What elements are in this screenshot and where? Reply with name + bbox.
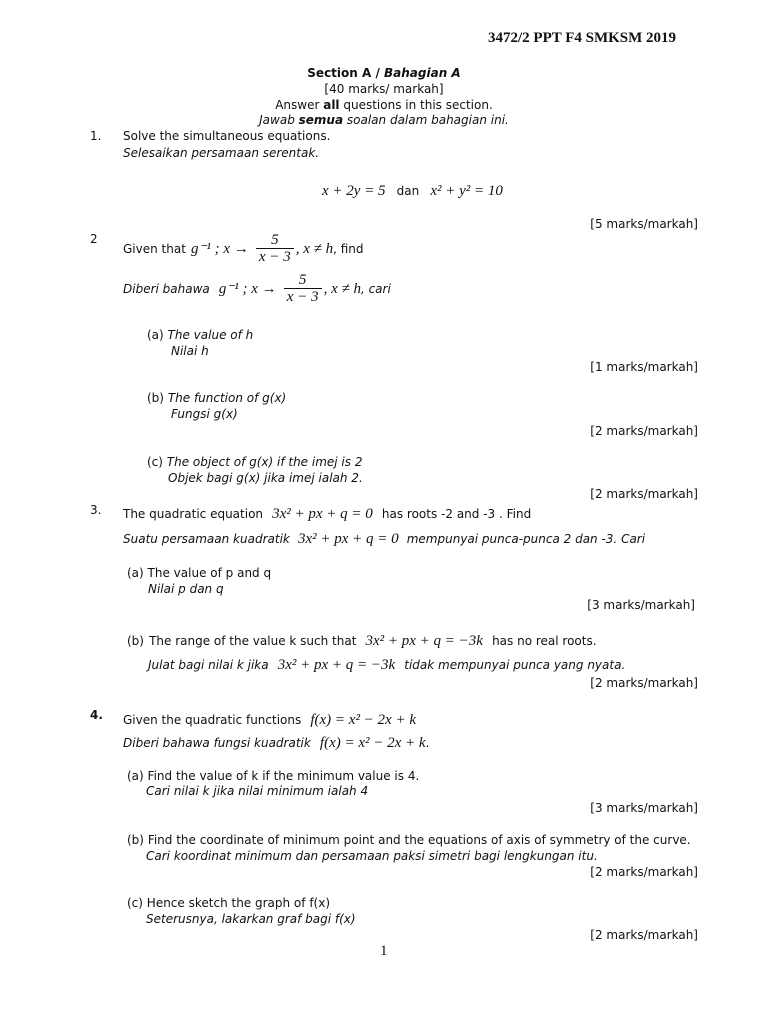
q3-text-ms: Suatu persamaan kuadratik 3x² + px + q = 0 mempunyai punca-punca 2 dan -3. Cari xyxy=(123,531,646,547)
q2b-ms: Fungsi g(x) xyxy=(171,407,238,421)
section-marks: [40 marks/ markah] xyxy=(324,82,444,96)
q2c: (c) The object of g(x) if the imej is 2 xyxy=(147,455,363,469)
q3a-marks: [3 marks/markah] xyxy=(587,598,695,612)
paper-code: 3472/2 PPT F4 SMKSM 2019 xyxy=(488,30,677,46)
q4a-ms: Cari nilai k jika nilai minimum ialah 4 xyxy=(146,784,369,798)
q4-text: Given the quadratic functions f(x) = x² − 2x + k xyxy=(123,712,416,728)
q4a-marks: [3 marks/markah] xyxy=(590,801,698,815)
q2-given-line: Given that g⁻¹ ; x → $\frac{5}{x - 3}$ , x ≠ h, find xyxy=(123,232,364,265)
q1-equations: x + 2y = 5 dan x² + y² = 10 xyxy=(322,183,503,199)
q4c-marks: [2 marks/markah] xyxy=(590,928,698,942)
q3b: (b) The range of the value k such that 3x² + px + q = −3k has no real roots. xyxy=(127,633,597,649)
page-number: 1 xyxy=(380,943,388,959)
q4-number: 4. xyxy=(90,708,103,722)
section-title: Section A / Bahagian A xyxy=(307,66,461,80)
q4b: (b) Find the coordinate of minimum point and the equations of axis of symmetry of the curve. xyxy=(127,833,691,847)
q2-number: 2 xyxy=(90,232,98,246)
q4c-ms: Seterusnya, lakarkan graf bagi f(x) xyxy=(146,912,356,926)
q2b: (b) The function of g(x) xyxy=(147,391,287,405)
q4-text-ms: Diberi bahawa fungsi kuadratik f(x) = x² − 2x + k. xyxy=(123,735,430,751)
q2-fraction-ms: $\frac{5}{x - 3}$ xyxy=(284,272,322,305)
q2-given-line-ms: Diberi bahawa g⁻¹ ; x → $\frac{5}{x - 3}$ , x ≠ h, cari xyxy=(123,272,391,305)
q4b-marks: [2 marks/markah] xyxy=(590,865,698,879)
q2a: (a) The value of h xyxy=(147,328,254,342)
q2a-marks: [1 marks/markah] xyxy=(590,360,698,374)
q3-text: The quadratic equation 3x² + px + q = 0 has roots -2 and -3 . Find xyxy=(123,506,532,522)
q4c: (c) Hence sketch the graph of f(x) xyxy=(127,896,331,910)
q2-fraction: $\frac{5}{x - 3}$ xyxy=(256,232,294,265)
q3a-ms: Nilai p dan q xyxy=(148,582,224,596)
q2b-marks: [2 marks/markah] xyxy=(590,424,698,438)
q3a: (a) The value of p and q xyxy=(127,566,272,580)
q3-number: 3. xyxy=(90,503,102,517)
q1-number: 1. xyxy=(90,129,102,143)
q2c-marks: [2 marks/markah] xyxy=(590,487,698,501)
q1-marks: [5 marks/markah] xyxy=(590,217,698,231)
q3b-marks: [2 marks/markah] xyxy=(590,676,698,690)
q3b-ms: Julat bagi nilai k jika 3x² + px + q = −3k tidak mempunyai punca yang nyata. xyxy=(148,657,626,673)
q2c-ms: Objek bagi g(x) jika imej ialah 2. xyxy=(168,471,363,485)
q1-text: Solve the simultaneous equations. xyxy=(123,129,331,143)
section-instruction: Answer all questions in this section. xyxy=(275,98,493,112)
q2a-ms: Nilai h xyxy=(171,344,209,358)
q4a: (a) Find the value of k if the minimum value is 4. xyxy=(127,769,420,783)
q1-text-ms: Selesaikan persamaan serentak. xyxy=(123,146,320,160)
q4b-ms: Cari koordinat minimum dan persamaan paksi simetri bagi lengkungan itu. xyxy=(146,849,598,863)
section-instruction-ms: Jawab semua soalan dalam bahagian ini. xyxy=(259,113,509,127)
